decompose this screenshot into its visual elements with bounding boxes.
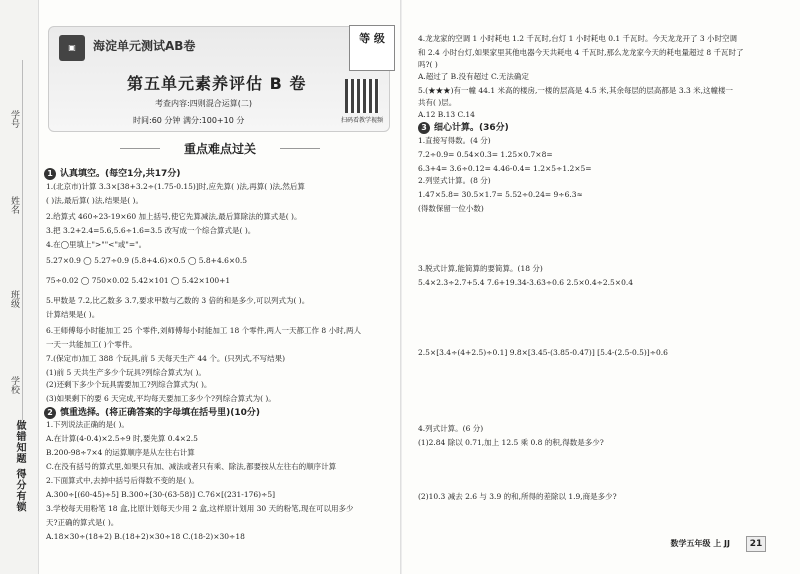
section-title: 慎重选择。(将正确答案的字母填在括号里)(10分): [60, 408, 260, 418]
section-number-icon: 1: [44, 168, 56, 180]
question-line: 天?正确的算式是( )。: [46, 518, 119, 527]
student-id-label: 学号: [9, 110, 19, 128]
question-line: (1)2.84 除以 0.71,加上 12.5 乘 0.8 的积,得数是多少?: [418, 438, 604, 447]
question-line: 2.5×[3.4÷(4+2.5)÷0.1] 9.8×[3.45-(3.85-0.47)] [5.4-(2.5-0.5)]÷0.6: [418, 348, 668, 357]
question-line: (得数保留一位小数): [418, 204, 484, 213]
exam-header: [48, 26, 390, 132]
question-line: 4.龙龙家的空调 1 小时耗电 1.2 千瓦时,台灯 1 小时耗电 0.1 千瓦时。今天龙龙开了 3 小时空调: [418, 34, 738, 43]
brand-logo: ▣: [59, 35, 85, 61]
series-name: 海淀单元测试AB卷: [93, 39, 196, 53]
student-info-sidebar: [0, 0, 39, 574]
question-line: 5.甲数是 7.2,比乙数多 3.7,要求甲数与乙数的 3 倍的和是多少,可以列式为( )。: [46, 296, 310, 305]
question-line: (3)如果剩下的要 6 天完成,平均每天要加工多少个?列综合算式为( )。: [46, 394, 276, 403]
question-line: 计算结果是( )。: [46, 310, 100, 319]
question-line: 75÷0.02 ◯ 750×0.02 5.42×101 ◯ 5.42×100+1: [46, 276, 231, 285]
exam-title: 第五单元素养评估 B 卷: [127, 74, 307, 93]
question-line: 7.2÷0.9= 0.54×0.3= 1.25×0.7×8=: [418, 150, 553, 159]
footer-label: 数学五年级 上 JJ: [670, 539, 730, 548]
question-line: 5.4×2.3÷2.7+5.4 7.6+19.34-3.63÷0.6 2.5×0.4÷2.5×0.4: [418, 278, 634, 287]
section-heading-3: [418, 120, 509, 134]
exam-meta: 时间:60 分钟 满分:100+10 分: [133, 116, 245, 125]
section-banner: 重点难点过关: [120, 140, 320, 158]
qr-code-icon: [345, 79, 379, 113]
question-line: (2)还剩下多少个玩具需要加工?列综合算式为( )。: [46, 380, 212, 389]
question-line: 4.在◯里填上">""<"或"="。: [46, 240, 147, 249]
question-line: B.200-98÷7×4 的运算顺序是从左往右计算: [46, 448, 195, 457]
sidebar-divider: [22, 60, 23, 420]
question-line: 1.(北京市)计算 3.3×[38+3.2÷(1.75-0.15)]时,应先算( )法,再算( )法,然后算: [46, 182, 305, 191]
question-line: 一天一共能加工( )个零件。: [46, 340, 137, 349]
class-label: 班级: [9, 290, 19, 308]
exam-subtitle: 考查内容:四则混合运算(二): [155, 99, 252, 108]
question-line: (2)10.3 减去 2.6 与 3.9 的和,所得的差除以 1.9,商是多少?: [418, 492, 617, 501]
question-line: 和 2.4 小时台灯,如果家里其他电器今天共耗电 4 千瓦时,那么龙龙家今天的耗电量超过 8 千瓦时了: [418, 48, 744, 57]
section-title: 细心计算。(36分): [434, 123, 509, 133]
section-heading-2: [44, 405, 260, 419]
section-heading-1: [44, 166, 180, 180]
school-label: 学校: [9, 376, 19, 394]
question-line: 6.3+4= 3.6÷0.12= 4.46-0.4= 1.2×5÷1.2×5=: [418, 164, 592, 173]
question-line: A.超过了 B.没有超过 C.无法确定: [418, 72, 529, 81]
question-line: A.在计算(4-0.4)×2.5÷9 时,要先算 0.4×2.5: [46, 434, 198, 443]
question-line: 2.下面算式中,去掉中括号后得数不变的是( )。: [46, 476, 199, 485]
question-line: A.18×30÷(18+2) B.(18+2)×30÷18 C.(18-2)×30÷18: [46, 532, 245, 541]
question-line: ( )法,最后算( )法,结果是( )。: [46, 196, 143, 205]
page-fold: [400, 0, 402, 574]
question-line: 5.27×0.9 ◯ 5.27÷0.9 (5.8+4.6)×0.5 ◯ 5.8+4.6×0.5: [46, 256, 248, 265]
name-label: 姓名: [9, 196, 19, 214]
section-number-icon: 2: [44, 407, 56, 419]
question-line: 1.下列说法正确的是( )。: [46, 420, 129, 429]
question-line: 4.列式计算。(6 分): [418, 424, 484, 433]
question-line: A.12 B.13 C.14: [418, 110, 475, 119]
question-line: 2.列竖式计算。(8 分): [418, 176, 491, 185]
section-number-icon: 3: [418, 122, 430, 134]
question-line: 1.47×5.8= 30.5×1.7= 5.52÷0.24= 9÷6.3≈: [418, 190, 583, 199]
question-line: 7.(保定市)加工 388 个玩具,前 5 天每天生产 44 个。(只列式,不写结果): [46, 354, 286, 363]
question-line: 1.直接写得数。(4 分): [418, 136, 491, 145]
question-line: (1)前 5 天共生产多少个玩具?列综合算式为( )。: [46, 368, 206, 377]
question-line: C.在没有括号的算式里,如果只有加、减法或者只有乘、除法,都要按从左往右的顺序计算: [46, 462, 337, 471]
question-line: 3.把 3.2+2.4=5.6,5.6÷1.6=3.5 改写成一个综合算式是( )。: [46, 226, 256, 235]
qr-caption: 扫码看教学视频: [341, 117, 384, 124]
question-line: 3.脱式计算,能简算的要简算。(18 分): [418, 264, 543, 273]
question-line: 6.王师傅每小时能加工 25 个零件,刘师傅每小时能加工 18 个零件,两人一天都工作 8 小时,两人: [46, 326, 361, 335]
question-line: 5.(★★★)有一幢 44.1 米高的楼房,一楼的层高是 4.5 米,其余每层的层高都是 3.3 米,这幢楼一: [418, 86, 734, 95]
question-line: 共有( )层。: [418, 98, 457, 107]
question-line: 吗?( ): [418, 60, 438, 69]
question-line: 3.学校每天用粉笔 18 盒,比原计划每天少用 2 盒,这样原计划用 30 天的粉笔,现在可以用多少: [46, 504, 354, 513]
sidebar-slogan: 做错知题 得分有锁: [14, 420, 25, 513]
question-line: 2.给算式 460÷23-19×60 加上括号,使它先算减法,最后算除法的算式是( )。: [46, 212, 302, 221]
section-title: 认真填空。(每空1分,共17分): [60, 169, 181, 179]
grade-label: 等 级: [359, 32, 385, 45]
question-line: A.300÷[(60-45)÷5] B.300÷[30-(63-58)] C.76×[(231-176)÷5]: [46, 490, 276, 499]
page-number: 21: [746, 536, 766, 552]
grade-box: [349, 25, 395, 71]
